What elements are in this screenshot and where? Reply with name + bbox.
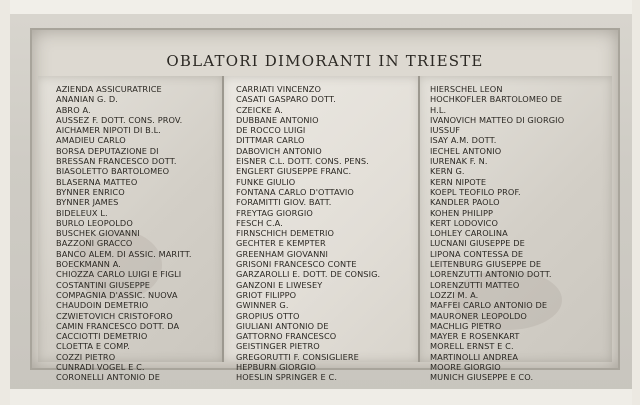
name-entry: CHAUDOIN DEMETRIO <box>56 300 149 311</box>
name-entry: ANANIAN G. D. <box>56 94 118 105</box>
name-entry: MAURONER LEOPOLDO <box>430 310 527 321</box>
name-entry: GROPIUS OTTO <box>236 310 300 321</box>
name-entry: LUCNANI GIUSEPPE DE <box>430 238 525 249</box>
name-entry: GANZONI E LIWESEY <box>236 279 323 290</box>
name-entry: CZEICKE A. <box>236 104 283 115</box>
name-entry: ISAY A.M. DOTT. <box>430 135 497 146</box>
name-entry: CHIOZZA CARLO LUIGI E FIGLI <box>56 269 182 280</box>
name-entry: GECHTER E KEMPTER <box>236 238 326 249</box>
name-entry: FONTANA CARLO D'OTTAVIO <box>236 186 354 197</box>
name-entry: MAFFEI CARLO ANTONIO DE <box>430 300 548 311</box>
name-entry: BYNNER ENRICO <box>56 186 125 197</box>
name-column-3 <box>430 84 616 383</box>
name-entry: MOORE GIORGIO <box>430 362 501 373</box>
name-entry: BLASERNA MATTEO <box>56 176 138 187</box>
name-entry: LEITENBURG GIUSEPPE DE <box>430 259 542 270</box>
name-entry: GRIOT FILIPPO <box>236 289 297 300</box>
name-entry: IUSSUF <box>430 125 461 136</box>
name-entry: GRISONI FRANCESCO CONTE <box>236 259 357 270</box>
name-entry: AZIENDA ASSICURATRICE <box>56 84 162 94</box>
name-column-2 <box>236 84 418 383</box>
name-entry: COSTANTINI GIUSEPPE <box>56 279 151 290</box>
name-entry: FORAMITTI GIOV. BATT. <box>236 197 332 208</box>
name-entry: HIERSCHEL LEON <box>430 84 503 94</box>
name-entry: KERN G. <box>430 166 465 177</box>
name-entry: KANDLER PAOLO <box>430 197 500 208</box>
name-entry: LOZZI M. A. <box>430 289 479 300</box>
name-entry: BUSCHEK GIOVANNI <box>56 228 140 239</box>
name-entry: CASATI GASPARO DOTT. <box>236 94 336 105</box>
photo-border-bottom <box>0 389 640 405</box>
memorial-plaque <box>30 28 620 383</box>
name-entry: BORSA DEPUTAZIONE DI <box>56 145 159 156</box>
name-entry: FUNKE GIULIO <box>236 176 296 187</box>
name-entry: BOECKMANN A. <box>56 259 121 270</box>
name-entry: GATTORNO FRANCESCO <box>236 331 337 342</box>
name-entry: KERT LODOVICO <box>430 217 499 228</box>
name-entry: HOESLIN SPRINGER E C. <box>236 372 338 383</box>
name-entry: MACHLIG PIETRO <box>430 320 502 331</box>
name-column-1 <box>56 84 226 383</box>
name-entry: AUSSEZ F. DOTT. CONS. PROV. <box>56 114 183 125</box>
name-entry: DITTMAR CARLO <box>236 135 305 146</box>
name-entry: BRESSAN FRANCESCO DOTT. <box>56 156 177 167</box>
name-entry: EISNER C.L. DOTT. CONS. PENS. <box>236 156 369 167</box>
name-entry: CARRIATI VINCENZO <box>236 84 322 94</box>
name-entry: MORELL ERNST E C. <box>430 341 514 352</box>
name-entry: IVANOVICH MATTEO DI GIORGIO <box>430 114 565 125</box>
name-entry: CORONELLI ANTONIO DE <box>56 372 160 383</box>
name-entry: KOHEN PHILIPP <box>430 207 494 218</box>
name-entry: BURLO LEOPOLDO <box>56 217 133 228</box>
name-entry: GWINNER G. <box>236 300 289 311</box>
name-entry: LOHLEY CAROLINA <box>430 228 508 239</box>
slab-seam <box>418 76 420 362</box>
photo-border-top <box>0 0 640 14</box>
name-entry: MAYER E ROSENKART <box>430 331 520 342</box>
name-entry: GIULIANI ANTONIO DE <box>236 320 329 331</box>
name-entry: KOEPL TEOFILO PROF. <box>430 186 521 197</box>
name-entry: COZZI PIETRO <box>56 351 116 362</box>
name-entry: ENGLERT GIUSEPPE FRANC. <box>236 166 352 177</box>
name-entry: H.L. <box>430 104 447 115</box>
name-entry: CUNRADI VOGEL E C. <box>56 362 145 373</box>
name-entry: DUBBANE ANTONIO <box>236 114 319 125</box>
name-entry: KERN NIPOTE <box>430 176 487 187</box>
name-entry: LORENZUTTI MATTEO <box>430 279 520 290</box>
name-entry: FESCH C.A. <box>236 217 283 228</box>
name-entry: DE ROCCO LUIGI <box>236 125 306 136</box>
name-entry: BANCO ALEM. DI ASSIC. MARITT. <box>56 248 192 259</box>
name-entry: BIASOLETTO BARTOLOMEO <box>56 166 170 177</box>
name-entry: DABOVICH ANTONIO <box>236 145 322 156</box>
plaque-title: OBLATORI DIMORANTI IN TRIESTE <box>166 52 484 70</box>
name-entry: GEISTINGER PIETRO <box>236 341 320 352</box>
name-entry: MARTINOLLI ANDREA <box>430 351 519 362</box>
name-entry: GARZAROLLI E. DOTT. DE CONSIG. <box>236 269 381 280</box>
name-entry: BAZZONI GRACCO <box>56 238 133 249</box>
name-entry: CZWIETOVICH CRISTOFORO <box>56 310 173 321</box>
name-entry: ABRO A. <box>56 104 91 115</box>
name-entry: CACCIOTTI DEMETRIO <box>56 331 148 342</box>
name-entry: AICHAMER NIPOTI DI B.L. <box>56 125 161 136</box>
name-entry: BIDELEUX L. <box>56 207 108 218</box>
name-entry: LORENZUTTI ANTONIO DOTT. <box>430 269 552 280</box>
name-entry: IURENAK F. N. <box>430 156 488 167</box>
name-entry: IECHEL ANTONIO <box>430 145 502 156</box>
name-entry: GREGORUTTI F. CONSIGLIERE <box>236 351 359 362</box>
name-entry: GREENHAM GIOVANNI <box>236 248 329 259</box>
name-entry: HOCHKOFLER BARTOLOMEO DE <box>430 94 563 105</box>
photo-border-left <box>0 0 10 405</box>
name-entry: MUNICH GIUSEPPE E CO. <box>430 372 534 383</box>
name-entry: FIRNSCHICH DEMETRIO <box>236 228 335 239</box>
name-entry: COMPAGNIA D'ASSIC. NUOVA <box>56 289 178 300</box>
name-entry: BYNNER JAMES <box>56 197 119 208</box>
name-entry: AMADIEU CARLO <box>56 135 126 146</box>
name-entry: HEPBURN GIORGIO <box>236 362 316 373</box>
name-entry: FREYTAG GIORGIO <box>236 207 313 218</box>
name-entry: CLOETTA E COMP. <box>56 341 130 352</box>
name-entry: LIPONA CONTESSA DE <box>430 248 524 259</box>
name-entry: CAMIN FRANCESCO DOTT. DA <box>56 320 180 331</box>
photo-border-right <box>632 0 640 405</box>
